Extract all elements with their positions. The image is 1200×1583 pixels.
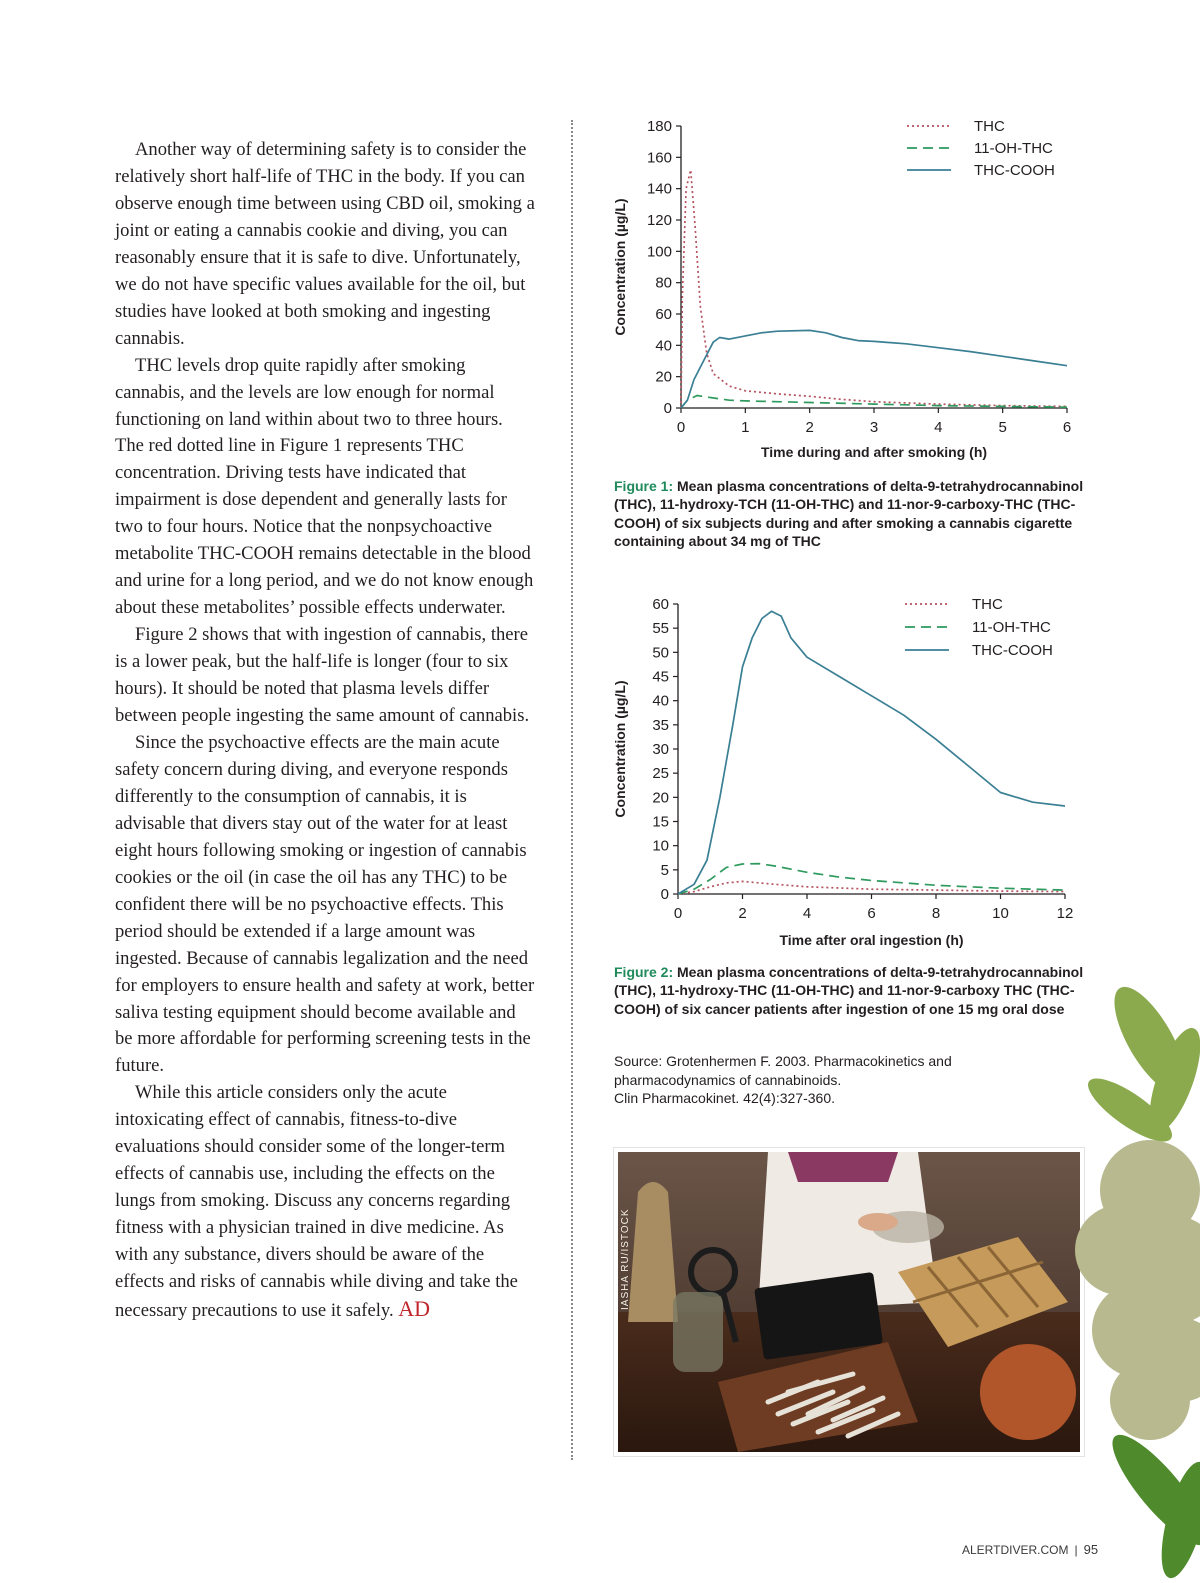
x-tick-label: 12 [1056, 905, 1074, 922]
paragraph-text: While this article considers only the acute intoxicating effect of cannabis, fitness-to-dive evaluations should consider some of the longer-term effects of cannabis use, including the effects on the lungs from smoking. Discuss any concerns regarding fitness with a physician trained in dive medicine. As with any substance, divers should be aware of the effects and risks of cannabis while diving and take the necessary precautions to use it safely. [115, 1082, 518, 1321]
x-tick-label: 0 [673, 905, 683, 922]
x-tick-label: 1 [741, 419, 750, 436]
y-tick-label: 50 [652, 644, 669, 662]
legend-label: 11-OH-THC [972, 619, 1051, 636]
y-axis-label: Concentration (µg/L) [612, 198, 628, 336]
article-body [115, 137, 535, 1325]
series-line-thc [681, 170, 1067, 408]
photo-credit: IASHA RU/ISTOCK [620, 1208, 631, 1310]
source-line: Clin Pharmacokinet. 42(4):327-360. [614, 1090, 836, 1107]
y-tick-label: 60 [652, 596, 669, 613]
x-tick-label: 4 [802, 905, 812, 922]
x-tick-label: 2 [805, 419, 814, 436]
source-citation [614, 1052, 1034, 1108]
legend-label: THC-COOH [974, 162, 1055, 179]
figure-2-svg [605, 592, 1085, 954]
legend-label: THC [974, 118, 1005, 135]
y-tick-label: 15 [652, 813, 669, 831]
legend-label: 11-OH-THC [974, 140, 1053, 157]
apothecary-photo [614, 1148, 1084, 1456]
y-tick-label: 45 [652, 668, 669, 686]
y-tick-label: 80 [655, 274, 672, 292]
y-tick-label: 35 [652, 716, 669, 734]
legend-label: THC [972, 596, 1003, 613]
herb-jar [673, 1292, 723, 1372]
y-tick-label: 40 [652, 692, 669, 710]
y-tick-label: 55 [652, 620, 669, 638]
y-tick-label: 160 [646, 149, 672, 167]
x-tick-label: 6 [1062, 419, 1072, 436]
paragraph: Since the psychoactive effects are the main acute safety concern during diving, and everyone responds differently to the consumption of cannabis, it is advisable that divers stay out of the water for at least eight hours following smoking or ingestion of cannabis cookies or the oil (in case the oil has any THC) to be confident there will be no psychoactive effects. This period should be extended if a large amount was ingested. Because of cannabis legalization and the need for employers to ensure health and safety at work, better saliva testing equipment should become available and be more affordable for performing screening tests in the future. [115, 731, 535, 1077]
legend-label: THC-COOH [972, 642, 1053, 659]
figure-2-chart [605, 592, 1085, 954]
y-tick-label: 20 [652, 789, 669, 807]
figure-2-caption [614, 963, 1104, 1018]
y-tick-label: 5 [660, 861, 669, 879]
x-tick-label: 3 [869, 419, 879, 436]
source-line: pharmacodynamics of cannabinoids. [614, 1071, 842, 1088]
source-line: Source: Grotenhermen F. 2003. Pharmacokinetics and [614, 1053, 952, 1069]
y-tick-label: 0 [663, 400, 672, 417]
x-axis-label: Time during and after smoking (h) [760, 444, 988, 460]
shirt [788, 1152, 898, 1182]
y-tick-label: 20 [655, 368, 672, 386]
x-tick-label: 6 [867, 905, 876, 922]
y-tick-label: 10 [652, 837, 669, 855]
figure-1-caption-text: Mean plasma concentrations of delta-9-tetrahydrocannabinol (THC), 11-hydroxy-TCH (11-OH-THC) and 11-nor-9-carboxy-THC (THC-COOH) of six subjects during and after smoking a cannabis cigarette containing about 34 mg of THC [614, 478, 1084, 550]
y-tick-label: 60 [655, 306, 672, 323]
figure-1-svg [605, 112, 1085, 470]
paragraph: Figure 2 shows that with ingestion of cannabis, there is a lower peak, but the half-life is longer (four to six hours). It should be noted that plasma levels differ between people ingesting the same amount of cannabis. [115, 624, 530, 727]
footer-site: ALERTDIVER.COM [962, 1543, 1069, 1557]
y-tick-label: 30 [652, 741, 669, 758]
figure-1-caption [614, 477, 1104, 551]
x-tick-label: 4 [934, 419, 943, 436]
x-axis-label: Time after oral ingestion (h) [779, 932, 964, 948]
figure-2-caption-text: Mean plasma concentrations of delta-9-tetrahydrocannabinol (THC), 11-hydroxy-THC (11-OH-THC) and 11-nor-9-carboxy THC (THC-COOH) of six cancer patients after ingestion of one 15 mg oral dose [614, 964, 1084, 1017]
photo-illustration [618, 1152, 1080, 1452]
y-tick-label: 40 [655, 337, 672, 355]
column-divider [571, 120, 573, 1460]
hand [858, 1213, 898, 1231]
page-footer [962, 1542, 1098, 1557]
paragraph [115, 1080, 535, 1325]
x-tick-label: 2 [738, 905, 747, 922]
figure-2-label: Figure 2: [614, 964, 674, 980]
x-tick-label: 5 [998, 419, 1007, 436]
y-tick-label: 100 [646, 243, 672, 261]
y-tick-label: 25 [652, 765, 669, 783]
y-axis-label: Concentration (µg/L) [612, 680, 628, 818]
x-tick-label: 0 [676, 419, 686, 436]
cannabis-plant-decoration [1040, 930, 1200, 1583]
paragraph: Another way of determining safety is to consider the relatively short half-life of THC in the body. If you can observe enough time between using CBD oil, smoking a joint or eating a cannabis cookie and diving, you can reasonably ensure that it is safe to dive. Unfortunately, we do not have specific values available for the oil, but studies have looked at both smoking and ingesting cannabis. [115, 139, 535, 349]
y-tick-label: 180 [646, 118, 672, 135]
series-line-thc-cooh [681, 330, 1067, 408]
y-tick-label: 0 [660, 886, 669, 903]
paragraph: THC levels drop quite rapidly after smoking cannabis, and the levels are low enough for normal functioning on land within about two to three hours. The red dotted line in Figure 1 represents THC concentration. Driving tests have indicated that impairment is dose dependent and generally lasts for two to four hours. Notice that the nonpsychoactive metabolite THC-COOH remains detectable in the blood and urine for a long period, and we do not know enough about these metabolites’ possible effects underwater. [115, 354, 534, 619]
x-tick-label: 8 [931, 905, 941, 922]
x-tick-label: 10 [992, 905, 1009, 922]
y-tick-label: 140 [646, 180, 672, 198]
page-number: 95 [1083, 1542, 1099, 1557]
footer-separator: | [1074, 1543, 1078, 1557]
y-tick-label: 120 [646, 212, 672, 229]
figure-1-chart [605, 112, 1085, 470]
figure-1-label: Figure 1: [614, 478, 674, 494]
end-mark: AD [398, 1295, 431, 1321]
